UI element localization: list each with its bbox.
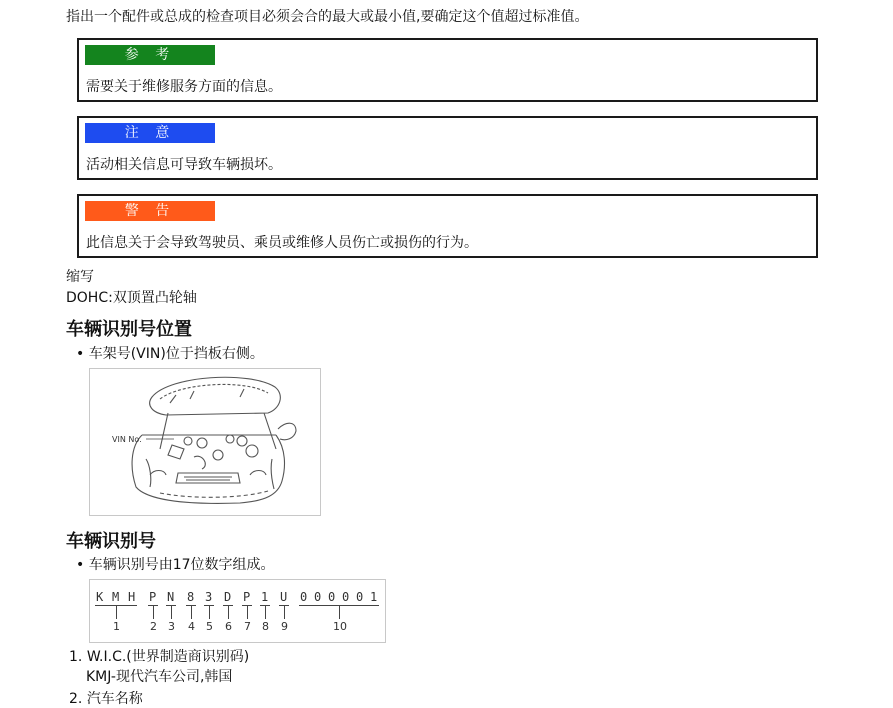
list-item-1	[69, 646, 249, 666]
vin-group-number: 3	[168, 620, 175, 633]
abbrev-item: DOHC:双顶置凸轮轴	[66, 290, 197, 306]
vin-char: P	[149, 590, 157, 604]
vin-group-tick	[284, 605, 285, 619]
vin-char: H	[128, 590, 136, 604]
notice-tag-warning: 警 告	[85, 201, 215, 221]
bullet-dot: •	[76, 557, 89, 573]
notice-caution	[77, 116, 818, 180]
list-item-1-label: W.I.C.(世界制造商识别码)	[86, 649, 250, 665]
notice-text-caution: 活动相关信息可导致车辆损坏。	[86, 157, 282, 173]
notice-tag-reference: 参 考	[85, 45, 215, 65]
vin-char: K	[96, 590, 104, 604]
notice-reference	[77, 38, 818, 102]
vin-char: U	[280, 590, 288, 604]
vin-group-tick	[171, 605, 172, 619]
vin-group-number: 6	[225, 620, 232, 633]
vin-group-tick	[247, 605, 248, 619]
list-item-2-label: 汽车名称	[86, 691, 143, 707]
vin-breakdown-figure	[89, 579, 386, 643]
vin-group-number: 2	[150, 620, 157, 633]
vin-char: 3	[205, 590, 213, 604]
bullet-vin-location	[76, 343, 264, 363]
vin-group-number: 8	[262, 620, 269, 633]
list-item-1-num: 1.	[69, 649, 83, 665]
vin-group-tick	[265, 605, 266, 619]
vin-char: N	[167, 590, 175, 604]
notice-text-warning: 此信息关于会导致驾驶员、乘员或维修人员伤亡或损伤的行为。	[86, 235, 478, 251]
vin-group-tick	[191, 605, 192, 619]
bullet-text-vin-number: 车辆识别号由17位数字组成。	[88, 557, 275, 573]
bullet-vin-number	[76, 554, 275, 574]
vin-group-number: 5	[206, 620, 213, 633]
vin-group-tick	[228, 605, 229, 619]
vin-char: 0	[328, 590, 336, 604]
notice-warning	[77, 194, 818, 258]
vin-figure-label: VIN No.	[112, 435, 142, 444]
section-title-vin-location: 车辆识别号位置	[66, 319, 192, 340]
vin-group-tick	[339, 605, 340, 619]
vin-char: D	[224, 590, 232, 604]
vin-group-number: 7	[244, 620, 251, 633]
vin-char: 0	[342, 590, 350, 604]
vin-group-number: 10	[333, 620, 347, 633]
bullet-text-vin-location: 车架号(VIN)位于挡板右侧。	[88, 346, 264, 362]
intro-text: 指出一个配件或总成的检查项目必须会合的最大或最小值,要确定这个值超过标准值。	[66, 9, 589, 25]
vin-char: 1	[261, 590, 269, 604]
vin-char: 0	[356, 590, 364, 604]
vin-group-number: 9	[281, 620, 288, 633]
abbrev-heading: 缩写	[66, 269, 94, 285]
vin-group-tick	[116, 605, 117, 619]
list-item-2-num: 2.	[69, 691, 83, 707]
vin-location-figure	[89, 368, 321, 516]
vin-group-number: 4	[188, 620, 195, 633]
vin-char: 0	[314, 590, 322, 604]
vin-group-number: 1	[113, 620, 120, 633]
list-item-2	[69, 688, 143, 708]
section-title-vin-number: 车辆识别号	[66, 531, 156, 552]
notice-text-reference: 需要关于维修服务方面的信息。	[86, 79, 282, 95]
bullet-dot: •	[76, 346, 89, 362]
car-illustration	[90, 369, 320, 515]
vin-char: 8	[187, 590, 195, 604]
vin-char: 1	[370, 590, 378, 604]
list-item-1-detail: KMJ-现代汽车公司,韩国	[86, 669, 233, 685]
vin-char: P	[243, 590, 251, 604]
vin-group-tick	[153, 605, 154, 619]
vin-group-tick	[209, 605, 210, 619]
vin-char: M	[112, 590, 120, 604]
notice-tag-caution: 注 意	[85, 123, 215, 143]
vin-char: 0	[300, 590, 308, 604]
